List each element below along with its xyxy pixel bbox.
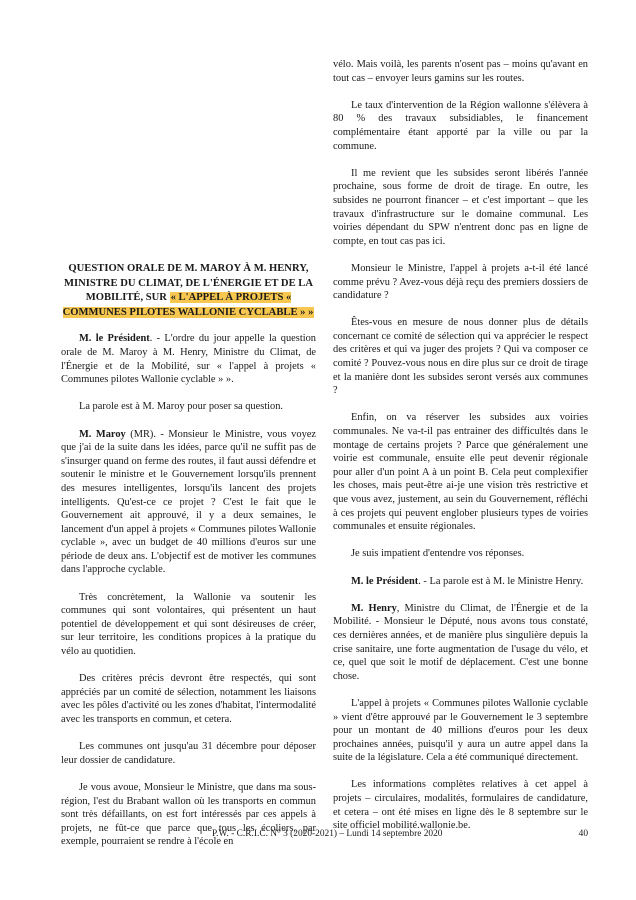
paragraph-text: Il me revient que les subsides seront libérés l'année prochaine, sous forme de droit de tirage. En outre, les subsides ne pourront financer – et c'est important – que les travaux d'infrastructure sur le domaine communal. Les voiries dépendant du SPW n'entrent donc pas en ligne de compte, en tout cas pas ici. (333, 167, 588, 247)
speaker-name: M. Maroy (79, 428, 126, 440)
paragraph (333, 575, 588, 589)
paragraph-text: La parole est à M. Maroy pour poser sa question. (79, 401, 284, 413)
right-column (333, 58, 588, 846)
speaker-name: M. Henry (351, 602, 397, 614)
paragraph-text: Les informations complètes relatives à cet appel à projets – circulaires, modalités, formulaires de candidature, et cetera – ont été mises en ligne dès le 8 septembre sur le site officiel mobilité.wallonie.be. (333, 779, 588, 832)
paragraph (333, 411, 588, 533)
left-column (61, 262, 316, 863)
paragraph (333, 778, 588, 832)
paragraph-text: Des critères précis devront être respectés, qui sont appréciés par un comité de sélection, notamment les liaisons avec les pôles d'activité ou les zones d'habitat, l'intermodalité avec les transports en commun, et cetera. (61, 673, 316, 725)
paragraph (333, 602, 588, 684)
paragraph (333, 99, 588, 153)
paragraph-text: . - La parole est à M. le Ministre Henry. (418, 575, 584, 587)
paragraph (333, 316, 588, 398)
question-title (61, 262, 316, 320)
paragraph (333, 167, 588, 249)
paragraph (61, 400, 316, 414)
paragraph-text: Monsieur le Ministre, l'appel à projets a-t-il été lancé comme prévu ? Avez-vous déjà reçu des premiers dossiers de candidature ? (333, 262, 588, 302)
paragraph (333, 697, 588, 765)
page-number: 40 (578, 829, 588, 839)
paragraph-text: L'appel à projets « Communes pilotes Wallonie cyclable » vient d'être approuvé par le Gouvernement le 3 septembre pour un montant de 40 millions d'euros pour les deux prochaines années, puisqu'il y aura un autre appel dans la suite de la législature. Cela a été communiqué directement. (333, 697, 588, 764)
paragraph (333, 262, 588, 303)
paragraph-text: vélo. Mais voilà, les parents n'osent pas – moins qu'avant en tout cas – envoyer leurs gamins sur les routes. (333, 59, 588, 84)
paragraph-text: . - L'ordre du jour appelle la question orale de M. Maroy à M. Henry, Ministre du Climat, de l'Énergie et de la Mobilité, sur « l'appel à projets « Communes pilotes Wallonie cyclable » ». (61, 333, 316, 386)
paragraph-text: Le taux d'intervention de la Région wallonne s'élèvera à 80 % des travaux subsidiables, le financement complémentaire étant apporté par la ville ou par la commune. (333, 99, 588, 152)
paragraph (333, 58, 588, 85)
paragraph (61, 740, 316, 767)
speaker-name: M. le Président (351, 575, 419, 587)
speaker-name: M. le Président (79, 333, 150, 345)
title-text: QUESTION ORALE DE M. MAROY À M. HENRY, MINISTRE DU CLIMAT, DE L'ÉNERGIE ET DE LA MOBILITÉ, SUR (64, 263, 313, 304)
paragraph (61, 672, 316, 726)
paragraph-text: Êtes-vous en mesure de nous donner plus de détails concernant ce comité de sélection qui va apprécier le respect des critères et qui va juger des projets ? Qui va composer ce comité ? Pouvez-vous nous en dire plus sur ce droit de tirage et la manière dont les subsides seront versés aux communes ? (333, 317, 588, 397)
paragraph-text: Les communes ont jusqu'au 31 décembre pour déposer leur dossier de candidature. (61, 741, 316, 766)
footer-reference: P.W. - C.R.I.C. N° 3 (2020-2021) – Lundi 14 septembre 2020 (212, 829, 443, 839)
paragraph-text: Très concrètement, la Wallonie va soutenir les communes qui sont volontaires, qui présentent un haut potentiel de développement et qui sont désireuses de créer, sur leur territoire, les conditions propices à la pratique du vélo au quotidien. (61, 591, 316, 658)
paragraph-text: Je vous avoue, Monsieur le Ministre, que dans ma sous-région, l'est du Brabant wallon où les transports en commun sont très défaillants, on est fort intéressés par ces appels à projets, ne fût-ce que parce que tous les écoliers, par exemple, pourraient se rendre à l'école en (61, 781, 316, 848)
paragraph (61, 332, 316, 386)
paragraph-text: Je suis impatient d'entendre vos réponses. (351, 548, 525, 560)
paragraph-text: (MR). - Monsieur le Ministre, vous voyez que j'ai de la suite dans les idées, parce qu'il ne suffit pas de s'insurger quand on ferme des routes, il faut aussi défendre et soutenir le ministre et le Gouvernement lorsqu'ils prennent des mesures intelligentes, lorsqu'ils lancent des projets intelligents. Qu'est-ce ce projet ? C'est le fait que le Gouvernement ait approuvé, il y a deux semaines, le lancement d'un appel à projets « Communes pilotes Wallonie cyclable », avec un budget de 40 millions d'euros sur une période de deux ans. L'objectif est de motiver les communes dans l'approche cyclable. (61, 428, 316, 576)
paragraph (61, 591, 316, 659)
paragraph-text: , Ministre du Climat, de l'Énergie et de la Mobilité. - Monsieur le Député, nous avons tous constaté, ces dernières années, et de manière plus singulière depuis la crise sanitaire, une forte augmentation de l'usage du vélo, et ce, quel que soit le motif de déplacement. C'est une bonne chose. (333, 602, 588, 682)
title-highlighted-text: « L'APPEL À PROJETS « COMMUNES PILOTES WALLONIE CYCLABLE » » (62, 292, 314, 318)
paragraph-text: Enfin, on va réserver les subsides aux voiries communales. Ne va-t-il pas entrainer des difficultés dans le montage de certains projets ? Parce que généralement une voirie est communale, ensuite elle peut devenir régionale pour aller d'un point A à un point B. Cela peut complexifier les choses, mais peut-être ai-je une vision très restrictive et que vous avez, justement, au sein du Gouvernement, réfléchi à ces projets qui peuvent englober plusieurs types de voiries communales et ensuite régionales. (333, 412, 588, 533)
paragraph (333, 547, 588, 561)
paragraph (61, 428, 316, 578)
